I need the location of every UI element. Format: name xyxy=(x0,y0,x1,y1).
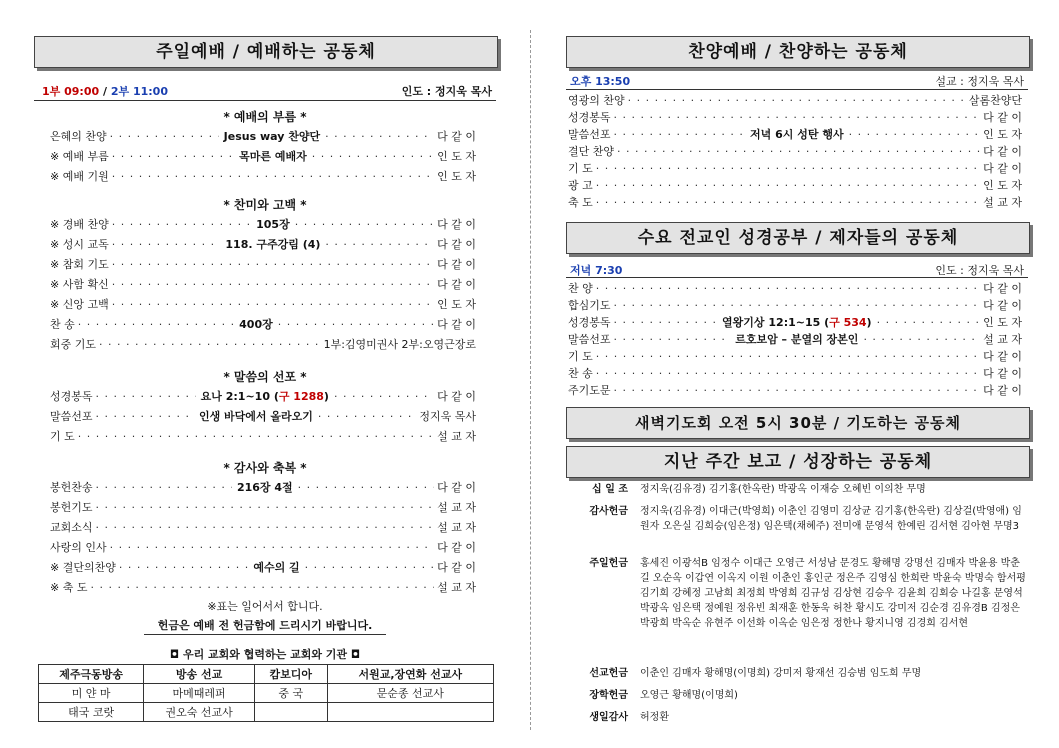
program-item-label: 봉헌기도 xyxy=(50,501,93,514)
program-row xyxy=(568,331,1022,347)
note-underline xyxy=(144,634,386,635)
program-item-responsible: 다 같 이 xyxy=(437,130,476,143)
program-item-label: 주기도문 xyxy=(568,384,611,397)
content-text: 인생 바닥에서 올라오기 xyxy=(198,410,313,423)
program-row xyxy=(50,519,476,535)
program-item-responsible: 인 도 자 xyxy=(983,179,1022,192)
program-item-responsible: 다 같 이 xyxy=(437,278,476,291)
program-item-label: 기 도 xyxy=(568,162,593,175)
program-row xyxy=(568,143,1022,159)
praise-time: 오후 13:50 xyxy=(570,75,631,88)
leader-dots xyxy=(596,162,980,175)
leader-dots xyxy=(334,390,434,403)
program-item-responsible: 설 교 자 xyxy=(437,581,476,594)
program-item-label: 영광의 찬양 xyxy=(568,94,625,107)
table-cell: 미 얀 마 xyxy=(39,684,144,703)
report-entry xyxy=(566,556,1028,631)
wednesday-leader: 인도 : 정지욱 목사 xyxy=(935,264,1024,277)
content-text: 105장 xyxy=(256,218,290,231)
program-item-responsible: 인 도 자 xyxy=(437,298,476,311)
program-row xyxy=(568,126,1022,142)
program-item-responsible: 설 교 자 xyxy=(983,333,1022,346)
report-category: 감사헌금 xyxy=(589,506,628,517)
leader-dots xyxy=(112,218,251,231)
report-category: 십 일 조 xyxy=(592,484,628,495)
program-item-label: 합심기도 xyxy=(568,299,611,312)
leader-dots xyxy=(112,170,434,183)
leader-dots xyxy=(119,561,248,574)
leader-dots xyxy=(614,384,981,397)
program-item-content xyxy=(720,314,874,330)
program-item-label: 찬 송 xyxy=(50,318,75,331)
leader-dots xyxy=(617,145,980,158)
table-row xyxy=(39,684,494,703)
program-item-responsible: 인 도 자 xyxy=(983,128,1022,141)
program-row xyxy=(50,499,476,515)
content-text: 118. 구주강림 (4) xyxy=(225,238,321,251)
program-item-label: ※ 예배 기원 xyxy=(50,170,109,183)
table-row xyxy=(39,665,494,684)
program-item-label: 축 도 xyxy=(568,196,593,209)
content-text: 목마른 예배자 xyxy=(239,150,307,163)
program-item-content xyxy=(254,216,292,232)
program-row xyxy=(50,428,476,444)
program-item-responsible: 다 같 이 xyxy=(437,561,476,574)
program-row xyxy=(568,297,1022,313)
program-row xyxy=(50,128,476,144)
report-names: 정지욱(김유경) 김기홍(한옥란) 박광옥 이재승 오혜빈 이의찬 무명 xyxy=(640,484,926,495)
program-item-responsible: 다 같 이 xyxy=(437,318,476,331)
program-item-label: ※ 예배 부름 xyxy=(50,150,109,163)
program-item-label: ※ 성시 교독 xyxy=(50,238,109,251)
leader-dots xyxy=(614,333,731,346)
leader-dots xyxy=(614,128,746,141)
program-item-label: 봉헌찬송 xyxy=(50,481,93,494)
report-names: 허정환 xyxy=(640,712,669,723)
table-cell xyxy=(327,703,493,722)
program-row xyxy=(50,276,476,292)
leader-dots xyxy=(112,298,434,311)
cooperation-title: ◘ 우리 교회와 협력하는 교회와 기관 ◘ xyxy=(169,648,361,661)
program-item-responsible: 인 도 자 xyxy=(437,150,476,163)
content-text: 저녁 6시 성탄 행사 xyxy=(750,128,844,141)
report-category: 생일감사 xyxy=(589,712,628,723)
program-item-responsible: 다 같 이 xyxy=(983,282,1022,295)
program-item-responsible: 다 같 이 xyxy=(983,162,1022,175)
report-entry xyxy=(566,482,1028,497)
program-row xyxy=(50,408,476,424)
table-cell: 제주극동방송 xyxy=(39,665,144,684)
report-entry xyxy=(566,710,1028,725)
program-item-responsible: 다 같 이 xyxy=(983,111,1022,124)
page-divider xyxy=(530,30,531,730)
leader-dots xyxy=(596,282,980,295)
content-text: 216장 4절 xyxy=(236,481,293,494)
program-item-responsible: 다 같 이 xyxy=(437,238,476,251)
table-cell: 방송 선교 xyxy=(144,665,255,684)
program-item-label: 결단 찬양 xyxy=(568,145,615,158)
report-names: 정지욱(김유경) 이대근(박영희) 이춘인 김영미 김상균 김기홍(한옥란) 김상걸(박영애) 임원자 오은실 김희승(임은정) 임은택(채혜주) 전미애 문영석 한예린 김서현 김아현 무명3 xyxy=(640,506,1022,532)
program-item-content xyxy=(222,128,322,144)
program-item-label: 찬 송 xyxy=(568,367,593,380)
table-cell: 권오숙 선교사 xyxy=(144,703,255,722)
leader-dots xyxy=(278,318,434,331)
report-category: 선교헌금 xyxy=(589,668,628,679)
service-time-2: 2부 11:00 xyxy=(110,85,168,98)
program-item-content xyxy=(199,388,331,404)
content-text: 400장 xyxy=(239,318,273,331)
table-cell: 마메때레퍼 xyxy=(144,684,255,703)
dawn-prayer-banner: 새벽기도회 오전 5시 30분 / 기도하는 공동체 xyxy=(566,407,1030,439)
section-title: * 찬미와 고백 * xyxy=(223,198,307,212)
program-item-content xyxy=(748,126,846,142)
standing-note: ※표는 일어서서 합니다. xyxy=(207,600,323,613)
report-category: 주일헌금 xyxy=(589,558,628,569)
leader-dots xyxy=(863,333,980,346)
program-item-responsible: 설 교 자 xyxy=(983,196,1022,209)
content-text: 르호보암 – 분열의 장본인 xyxy=(735,333,859,346)
section-title: * 예배의 부름 * xyxy=(223,110,307,124)
report-names: 이춘인 김매자 황해명(이명희) 강미저 황재선 김승범 임도희 무명 xyxy=(640,668,922,679)
program-row xyxy=(568,194,1022,210)
program-row xyxy=(50,148,476,164)
leader-dots xyxy=(305,561,434,574)
program-row xyxy=(50,336,476,352)
program-row xyxy=(568,92,1022,108)
program-item-content xyxy=(237,316,275,332)
sunday-worship-banner: 주일예배 / 예배하는 공동체 xyxy=(34,36,498,68)
program-row xyxy=(568,160,1022,176)
service-slash: / xyxy=(102,85,107,98)
table-cell: 캄보디아 xyxy=(254,665,327,684)
leader-dots xyxy=(112,150,234,163)
leader-dots xyxy=(312,150,434,163)
praise-preacher: 설교 : 정지욱 목사 xyxy=(935,75,1024,88)
program-item-content xyxy=(235,479,295,495)
praise-worship-banner: 찬양예배 / 찬양하는 공동체 xyxy=(566,36,1030,68)
program-item-label: 찬 양 xyxy=(568,282,593,295)
program-item-label: ※ 사함 확신 xyxy=(50,278,109,291)
wednesday-study-banner: 수요 전교인 성경공부 / 제자들의 공동체 xyxy=(566,222,1030,254)
program-item-responsible: 설 교 자 xyxy=(437,501,476,514)
content-text: 열왕기상 12:1~15 ( xyxy=(722,316,830,329)
program-item-label: ※ 경배 찬양 xyxy=(50,218,109,231)
report-names: 홍세진 이광석B 임정수 이대근 오영근 서성남 문경도 황해명 강명선 김매자 박윤용 박춘길 오순옥 이갑연 이옥지 이원 이춘인 홍인군 정은주 김영심 한희란 박윤숙 박명숙 함서평 김기희 강혜정 고남희 최정희 박영희 김규성 김상현 김승우 김윤희 김회승 나길홍 문영석 박광옥 임은택 정예원 정유빈 최재훈 한동욱 허찬 황시도 강미저 김순경 김유경B 김정은 박광희 박옥순 유현주 이선화 이옥순 임은정 정한나 황지니영 김경희 김서현 xyxy=(640,558,1026,629)
report-entry xyxy=(566,504,1028,534)
program-row xyxy=(50,539,476,555)
program-item-responsible: 살롬찬양단 xyxy=(968,94,1022,107)
program-row xyxy=(50,216,476,232)
program-item-responsible: 인 도 자 xyxy=(437,170,476,183)
program-item-label: ※ 결단의찬양 xyxy=(50,561,116,574)
program-item-label: 사랑의 인사 xyxy=(50,541,107,554)
leader-dots xyxy=(96,521,435,534)
program-item-label: ※ 참회 기도 xyxy=(50,258,109,271)
program-item-responsible: 다 같 이 xyxy=(983,299,1022,312)
offering-note: 헌금은 예배 전 헌금함에 드리시기 바랍니다. xyxy=(157,619,373,632)
program-item-content xyxy=(251,559,301,575)
program-item-responsible: 다 같 이 xyxy=(983,384,1022,397)
content-text: 요나 2:1~10 ( xyxy=(200,390,279,403)
program-item-responsible: 인 도 자 xyxy=(983,316,1022,329)
leader-dots xyxy=(596,367,980,380)
leader-dots xyxy=(110,130,219,143)
program-row xyxy=(50,236,476,252)
section-title: * 말씀의 선포 * xyxy=(223,370,307,384)
leader-dots xyxy=(596,179,980,192)
leader-dots xyxy=(614,316,718,329)
table-cell xyxy=(254,703,327,722)
program-item-label: ※ 축 도 xyxy=(50,581,88,594)
table-row xyxy=(39,703,494,722)
leader-dots xyxy=(96,390,196,403)
weekly-report-banner: 지난 주간 보고 / 성장하는 공동체 xyxy=(566,446,1030,478)
leader-dots xyxy=(628,94,966,107)
section-title: * 감사와 축복 * xyxy=(223,461,307,475)
program-item-label: 성경봉독 xyxy=(50,390,93,403)
report-category: 장학헌금 xyxy=(589,690,628,701)
program-row xyxy=(568,382,1022,398)
program-row xyxy=(568,177,1022,193)
program-item-label: 기 도 xyxy=(50,430,75,443)
report-entry xyxy=(566,688,1028,703)
program-row xyxy=(50,316,476,332)
leader-dots xyxy=(849,128,981,141)
program-row xyxy=(50,256,476,272)
program-item-label: 말씀선포 xyxy=(568,333,611,346)
leader-dots xyxy=(318,410,416,423)
leader-dots xyxy=(325,130,434,143)
report-names: 오영근 황해명(이명희) xyxy=(640,690,738,701)
leader-dots xyxy=(112,238,221,251)
leader-dots xyxy=(110,541,434,554)
program-item-responsible: 다 같 이 xyxy=(437,258,476,271)
program-item-label: 회중 기도 xyxy=(50,338,97,351)
program-item-responsible: 설 교 자 xyxy=(437,430,476,443)
program-item-label: 교회소식 xyxy=(50,521,93,534)
program-item-responsible: 정지욱 목사 xyxy=(419,410,476,423)
program-item-label: 성경봉독 xyxy=(568,111,611,124)
program-row xyxy=(50,296,476,312)
program-item-label: 은혜의 찬양 xyxy=(50,130,107,143)
leader-dots xyxy=(78,430,434,443)
program-row xyxy=(50,479,476,495)
program-row xyxy=(50,559,476,575)
leader-dots xyxy=(99,338,321,351)
table-cell: 서원교,장연화 선교사 xyxy=(327,665,493,684)
leader-dots xyxy=(96,481,232,494)
program-item-label: 말씀선포 xyxy=(50,410,93,423)
program-row xyxy=(568,348,1022,364)
wednesday-time: 저녁 7:30 xyxy=(570,264,623,277)
program-item-label: 기 도 xyxy=(568,350,593,363)
table-cell: 중 국 xyxy=(254,684,327,703)
content-text: 예수의 길 xyxy=(253,561,300,574)
program-item-responsible: 다 같 이 xyxy=(437,541,476,554)
leader-dots xyxy=(614,111,981,124)
program-item-content xyxy=(197,408,315,424)
content-page-ref: 구 1288 xyxy=(278,390,324,403)
leader-dots xyxy=(96,501,435,514)
program-row xyxy=(50,579,476,595)
program-row xyxy=(568,365,1022,381)
leader-dots xyxy=(295,218,434,231)
program-item-content xyxy=(223,236,322,252)
leader-dots xyxy=(112,278,434,291)
program-row xyxy=(50,388,476,404)
table-cell: 문순종 선교사 xyxy=(327,684,493,703)
program-item-content xyxy=(733,331,860,347)
header-rule xyxy=(34,100,496,101)
table-cell: 태국 코랏 xyxy=(39,703,144,722)
program-item-responsible: 다 같 이 xyxy=(437,481,476,494)
service-time-1: 1부 09:00 xyxy=(42,85,100,98)
leader-dots xyxy=(96,410,194,423)
leader-dots xyxy=(877,316,981,329)
program-row xyxy=(568,314,1022,330)
program-item-label: 성경봉독 xyxy=(568,316,611,329)
program-item-responsible: 다 같 이 xyxy=(983,367,1022,380)
content-suffix: ) xyxy=(323,390,329,403)
leader-dots xyxy=(78,318,234,331)
program-item-label: 말씀선포 xyxy=(568,128,611,141)
report-entry xyxy=(566,666,1028,681)
leader-dots xyxy=(112,258,434,271)
program-item-content xyxy=(237,148,309,164)
content-text: Jesus way 찬양단 xyxy=(223,130,321,143)
leader-dots xyxy=(325,238,434,251)
program-item-responsible: 다 같 이 xyxy=(437,390,476,403)
wednesday-header xyxy=(570,262,1024,278)
program-item-label: 광 고 xyxy=(568,179,593,192)
program-item-responsible: 설 교 자 xyxy=(437,521,476,534)
leader-dots xyxy=(298,481,434,494)
program-item-responsible: 다 같 이 xyxy=(983,145,1022,158)
program-row xyxy=(568,280,1022,296)
cooperation-table xyxy=(38,664,494,722)
program-item-responsible: 다 같 이 xyxy=(983,350,1022,363)
worship-leader: 인도 : 정지욱 목사 xyxy=(401,85,492,98)
program-row xyxy=(50,168,476,184)
leader-dots xyxy=(90,581,434,594)
content-page-ref: 구 534 xyxy=(829,316,867,329)
program-item-responsible: 1부:김영미권사 2부:오영근장로 xyxy=(323,338,476,351)
wednesday-header-rule xyxy=(566,277,1028,278)
program-row xyxy=(568,109,1022,125)
leader-dots xyxy=(614,299,981,312)
sunday-worship-header xyxy=(42,83,492,99)
content-suffix: ) xyxy=(866,316,872,329)
program-item-responsible: 다 같 이 xyxy=(437,218,476,231)
leader-dots xyxy=(596,350,980,363)
praise-worship-header xyxy=(570,73,1024,89)
praise-header-rule xyxy=(566,89,1028,90)
program-item-label: ※ 신앙 고백 xyxy=(50,298,109,311)
leader-dots xyxy=(596,196,980,209)
